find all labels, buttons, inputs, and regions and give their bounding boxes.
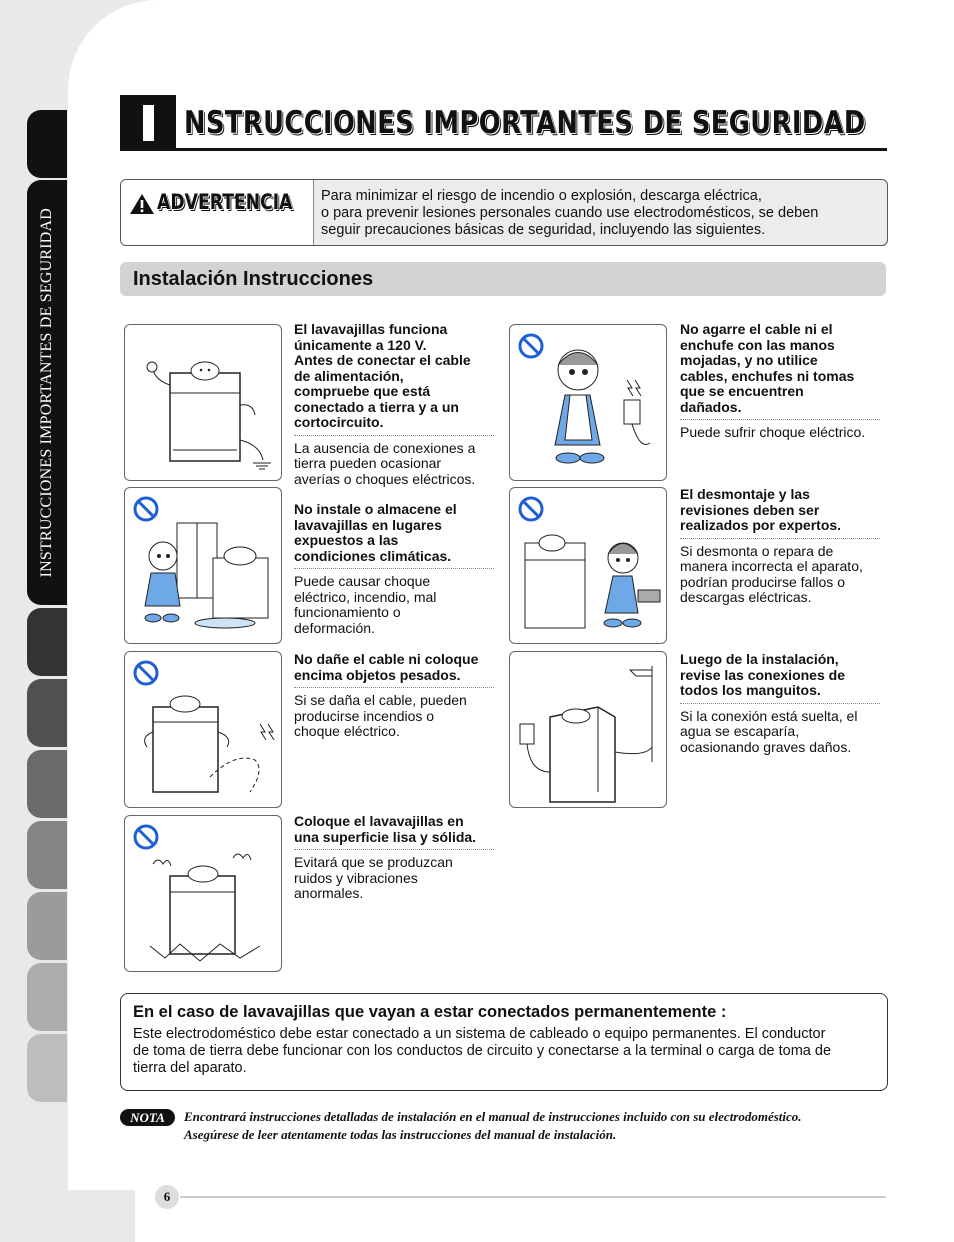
- item-body: Si se daña el cable, pueden producirse incendios o choque eléctrico.: [294, 692, 467, 739]
- item-title: El desmontaje y las revisiones deben ser realizados por expertos.: [680, 487, 880, 539]
- illustration-cable: [124, 651, 282, 808]
- item-title: No agarre el cable ni el enchufe con las manos mojadas, y no utilice cables, enchufes ni tomas que se encuentren dañados.: [680, 322, 880, 420]
- note-badge: NOTA: [120, 1109, 175, 1126]
- illustration-grounding: [124, 324, 282, 481]
- side-tab-1[interactable]: [27, 110, 67, 178]
- side-tab-3[interactable]: [27, 608, 67, 676]
- warning-label: ADVERTENCIA: [157, 190, 293, 214]
- warning-triangle-icon: [129, 193, 155, 215]
- experts-repair-illustration: [510, 488, 666, 643]
- section-title: Instalación Instrucciones: [133, 268, 374, 290]
- flat-surface-illustration: [125, 816, 281, 971]
- illustration-hoses: [509, 651, 667, 808]
- warning-label-area: [121, 180, 314, 245]
- item-title: No dañe el cable ni coloque encima objetos pesados.: [294, 652, 494, 688]
- item-title: Coloque el lavavajillas en una superficie lisa y sólida.: [294, 814, 494, 850]
- title-text: NSTRUCCIONES IMPORTANTES DE SEGURIDAD: [184, 105, 866, 141]
- side-tab-9[interactable]: [27, 1034, 67, 1102]
- item-body: Puede causar choque eléctrico, incendio, mal funcionamiento o deformación.: [294, 573, 437, 636]
- title-underline: [176, 148, 887, 151]
- title-initial-glyph: [143, 105, 154, 141]
- side-tab-4[interactable]: [27, 679, 67, 747]
- warning-box: [120, 179, 888, 246]
- page-title: [120, 95, 887, 151]
- item-body: Si desmonta o repara de manera incorrecta el aparato, podrían producirse fallos o descargas eléctricas.: [680, 542, 863, 605]
- footer-line: [180, 1196, 886, 1198]
- illustration-surface: [124, 815, 282, 972]
- note-text: Encontrará instrucciones detalladas de instalación en el manual de instrucciones incluido con su electrodoméstico. Asegúrese de leer atentamente todas las instrucciones del manual de instalación.: [184, 1109, 802, 1142]
- side-tab-6[interactable]: [27, 821, 67, 889]
- item-hoses: [680, 652, 880, 755]
- side-tab-7[interactable]: [27, 892, 67, 960]
- permanent-connection-box: [120, 993, 888, 1091]
- dishwasher-grounding-illustration: [125, 325, 281, 480]
- item-wet-hands: [680, 322, 880, 441]
- illustration-experts: [509, 487, 667, 644]
- illustration-weather: [124, 487, 282, 644]
- item-cable: [294, 652, 494, 740]
- side-tab-8[interactable]: [27, 963, 67, 1031]
- title-initial-box: [120, 95, 176, 151]
- item-body: Puede sufrir choque eléctrico.: [680, 424, 866, 440]
- side-tab-5[interactable]: [27, 750, 67, 818]
- item-title: Luego de la instalación, revise las conexiones de todos los manguitos.: [680, 652, 880, 704]
- permanent-body: Este electrodoméstico debe estar conectado a un sistema de cableado o equipo permanentes. El conductor de toma de tierra debe funcionar con los conductos de circuito y conectarse a la terminal o carga de toma de tierra del aparato.: [133, 1026, 832, 1076]
- side-tab-active-label-wrap: [27, 180, 67, 605]
- permanent-title: En el caso de lavavajillas que vayan a estar conectados permanentemente :: [133, 1003, 727, 1021]
- item-weather: [294, 502, 494, 636]
- page-margin: [0, 1190, 135, 1242]
- item-grounding: [294, 322, 494, 487]
- weather-exposure-illustration: [125, 488, 281, 643]
- item-surface: [294, 814, 494, 902]
- illustration-wet-hands: [509, 324, 667, 481]
- damaged-cable-illustration: [125, 652, 281, 807]
- wet-hands-illustration: [510, 325, 666, 480]
- item-experts: [680, 487, 880, 606]
- item-body: La ausencia de conexiones a tierra pueden ocasionar averías o choques eléctricos.: [294, 439, 476, 487]
- side-tab-active-label: INSTRUCCIONES IMPORTANTES DE SEGURIDAD: [38, 207, 55, 578]
- item-body: Evitará que se produzcan ruidos y vibraciones anormales.: [294, 854, 453, 901]
- section-header: [120, 262, 886, 296]
- item-title: No instale o almacene el lavavajillas en lugares expuestos a las condiciones climáticas.: [294, 502, 494, 569]
- item-title: El lavavajillas funciona únicamente a 120 V. Antes de conectar el cable de alimentación, compruebe que está conectado a tierra y a un cortocircuito.: [294, 322, 494, 436]
- warning-text: Para minimizar el riesgo de incendio o explosión, descarga eléctrica, o para prevenir lesiones personales cuando use electrodomésticos, se deben seguir precauciones básicas de seguridad, incluyendo las siguientes.: [321, 188, 819, 238]
- item-body: Si la conexión está suelta, el agua se escaparía, ocasionando graves daños.: [680, 707, 858, 755]
- hose-connections-illustration: [510, 652, 666, 807]
- page-number: 6: [155, 1185, 179, 1209]
